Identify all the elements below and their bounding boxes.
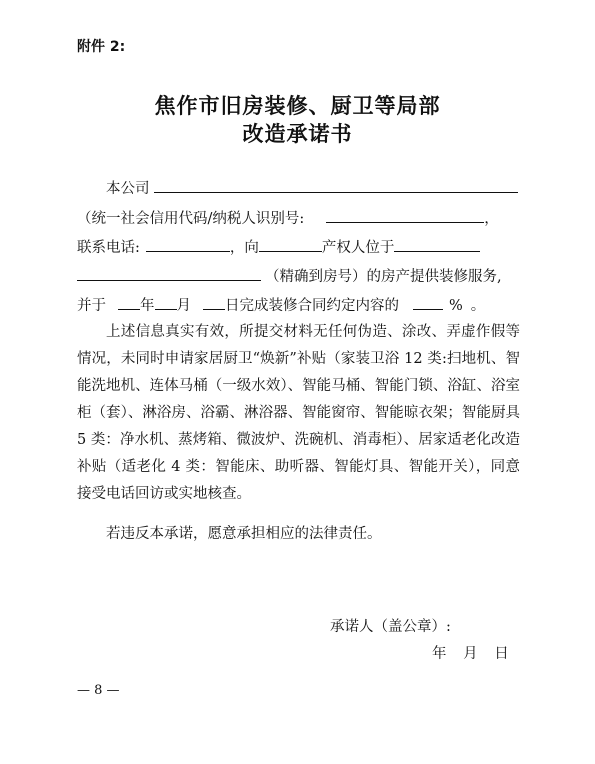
document-title-line1: 焦作市旧房装修、厨卫等局部 xyxy=(154,93,441,118)
address-row xyxy=(77,265,502,287)
to-label: ，向 xyxy=(229,240,259,256)
company-label: 本公司 xyxy=(106,181,150,197)
year-label: 年 xyxy=(140,298,155,314)
credit-code-row xyxy=(77,207,499,229)
percent-field[interactable] xyxy=(413,294,443,310)
completion-row xyxy=(77,294,485,316)
address-field-1[interactable] xyxy=(394,236,480,252)
attachment-label: 附件 2: xyxy=(77,39,126,55)
phone-field[interactable] xyxy=(146,236,230,252)
owner-label: 产权人位于 xyxy=(321,240,395,256)
commitment-paragraph: 上述信息真实有效，所提交材料无任何伪造、涂改、弄虚作假等情况，未同时申请家居厨卫“焕新”补贴（家装卫浴 12 类:扫地机、智能洗地机、连体马桶（一级水效）、智能马桶、智能门锁、浴缸、浴室柜（套）、淋浴房、浴霸、淋浴器、智能窗帘、智能晾衣架；智能厨具 5 类：净水机、蒸烤箱、微波炉、洗碗机、消毒柜）、居家适老化改造补贴（适老化 4 类：智能床、助听器、智能灯具、智能开关），同意接受电话回访或实地核查。 xyxy=(77,324,520,502)
month-field[interactable] xyxy=(155,294,177,310)
liability-paragraph: 若违反本承诺，愿意承担相应的法律责任。 xyxy=(106,526,382,542)
end-period: 。 xyxy=(470,298,486,314)
owner-name-field[interactable] xyxy=(259,236,322,252)
day-field[interactable] xyxy=(203,294,225,310)
signature-date: 年 月 日 xyxy=(432,646,509,662)
document-title-line2: 改造承诺书 xyxy=(242,121,353,146)
credit-code-field[interactable] xyxy=(326,207,484,223)
company-row xyxy=(77,177,518,199)
and-label: 并于 xyxy=(77,298,106,314)
credit-code-end: ， xyxy=(484,211,499,227)
company-name-field[interactable] xyxy=(154,177,518,193)
phone-label: 联系电话: xyxy=(77,240,140,256)
day-label: 日完成装修合同约定内容的 xyxy=(225,298,399,314)
credit-code-label: （统一社会信用代码/纳税人识别号: xyxy=(77,211,305,227)
page-number: — 8 — xyxy=(77,683,120,698)
month-label: 月 xyxy=(176,298,191,314)
year-field[interactable] xyxy=(118,294,140,310)
address-field-2[interactable] xyxy=(77,265,261,281)
signature-label: 承诺人（盖公章）: xyxy=(330,619,451,635)
percent-label: % xyxy=(449,298,463,314)
address-suffix: （精确到房号）的房产提供装修服务, xyxy=(265,269,502,285)
contact-row xyxy=(77,236,480,258)
